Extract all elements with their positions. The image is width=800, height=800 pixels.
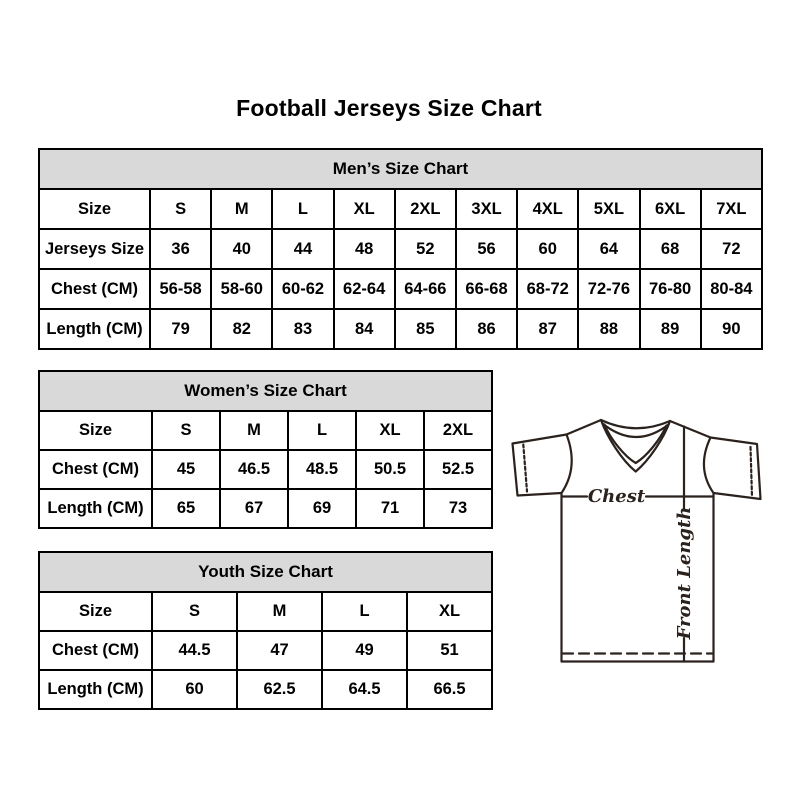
cell-value: M bbox=[211, 189, 272, 229]
left-armhole-seam bbox=[562, 435, 572, 494]
cell-value: 84 bbox=[334, 309, 395, 349]
table-row bbox=[39, 592, 492, 631]
jersey-body-outline bbox=[513, 420, 761, 662]
cell-value: 66-68 bbox=[456, 269, 517, 309]
cell-value: 82 bbox=[211, 309, 272, 349]
right-armhole-seam bbox=[704, 438, 714, 494]
cell-value: 4XL bbox=[517, 189, 578, 229]
right-cuff-dashed-line bbox=[751, 447, 753, 497]
cell-value: L bbox=[272, 189, 333, 229]
table-row bbox=[39, 309, 762, 349]
cell-value: S bbox=[152, 411, 220, 450]
cell-value: 6XL bbox=[640, 189, 701, 229]
cell-value: L bbox=[288, 411, 356, 450]
women-table-title: Women’s Size Chart bbox=[39, 371, 492, 411]
cell-value: 44 bbox=[272, 229, 333, 269]
cell-value: 80-84 bbox=[701, 269, 762, 309]
cell-value: 72 bbox=[701, 229, 762, 269]
table-row bbox=[39, 631, 492, 670]
cell-value: 86 bbox=[456, 309, 517, 349]
cell-value: 44.5 bbox=[152, 631, 237, 670]
cell-value: 60 bbox=[152, 670, 237, 709]
cell-value: 36 bbox=[150, 229, 211, 269]
table-row bbox=[39, 450, 492, 489]
cell-value: M bbox=[237, 592, 322, 631]
cell-value: 73 bbox=[424, 489, 492, 528]
front-length-label: Front Length bbox=[674, 506, 695, 640]
cell-value: 60-62 bbox=[272, 269, 333, 309]
row-label: Size bbox=[39, 189, 150, 229]
chest-label: Chest bbox=[587, 486, 646, 507]
cell-value: 79 bbox=[150, 309, 211, 349]
row-label: Length (CM) bbox=[39, 670, 152, 709]
table-row bbox=[39, 670, 492, 709]
row-label: Length (CM) bbox=[39, 309, 150, 349]
cell-value: 64 bbox=[578, 229, 639, 269]
cell-value: 51 bbox=[407, 631, 492, 670]
row-label: Size bbox=[39, 411, 152, 450]
row-label: Length (CM) bbox=[39, 489, 152, 528]
cell-value: 2XL bbox=[395, 189, 456, 229]
table-row bbox=[39, 189, 762, 229]
cell-value: 52 bbox=[395, 229, 456, 269]
cell-value: 89 bbox=[640, 309, 701, 349]
row-label: Chest (CM) bbox=[39, 450, 152, 489]
left-cuff-dashed-line bbox=[523, 445, 527, 492]
row-label: Jerseys Size bbox=[39, 229, 150, 269]
cell-value: 62-64 bbox=[334, 269, 395, 309]
cell-value: 87 bbox=[517, 309, 578, 349]
cell-value: 83 bbox=[272, 309, 333, 349]
cell-value: S bbox=[152, 592, 237, 631]
cell-value: 85 bbox=[395, 309, 456, 349]
cell-value: 90 bbox=[701, 309, 762, 349]
row-label: Chest (CM) bbox=[39, 631, 152, 670]
row-label: Size bbox=[39, 592, 152, 631]
table-row bbox=[39, 229, 762, 269]
cell-value: 72-76 bbox=[578, 269, 639, 309]
cell-value: 68-72 bbox=[517, 269, 578, 309]
cell-value: 40 bbox=[211, 229, 272, 269]
women-table-header-row bbox=[39, 371, 492, 411]
cell-value: 48.5 bbox=[288, 450, 356, 489]
cell-value: 88 bbox=[578, 309, 639, 349]
cell-value: 3XL bbox=[456, 189, 517, 229]
cell-value: XL bbox=[407, 592, 492, 631]
cell-value: 45 bbox=[152, 450, 220, 489]
cell-value: 52.5 bbox=[424, 450, 492, 489]
table-row bbox=[39, 411, 492, 450]
cell-value: 60 bbox=[517, 229, 578, 269]
page-title: Football Jerseys Size Chart bbox=[236, 95, 542, 121]
cell-value: 56-58 bbox=[150, 269, 211, 309]
cell-value: 66.5 bbox=[407, 670, 492, 709]
youth-size-table bbox=[38, 551, 493, 710]
table-row bbox=[39, 489, 492, 528]
cell-value: S bbox=[150, 189, 211, 229]
cell-value: XL bbox=[356, 411, 424, 450]
cell-value: 5XL bbox=[578, 189, 639, 229]
youth-table-header-row bbox=[39, 552, 492, 592]
cell-value: 76-80 bbox=[640, 269, 701, 309]
cell-value: 50.5 bbox=[356, 450, 424, 489]
row-label: Chest (CM) bbox=[39, 269, 150, 309]
mens-size-table bbox=[38, 148, 763, 350]
cell-value: M bbox=[220, 411, 288, 450]
jersey-outline-drawing bbox=[500, 400, 780, 680]
cell-value: 69 bbox=[288, 489, 356, 528]
table-row bbox=[39, 269, 762, 309]
cell-value: 67 bbox=[220, 489, 288, 528]
cell-value: 56 bbox=[456, 229, 517, 269]
cell-value: 64-66 bbox=[395, 269, 456, 309]
cell-value: 65 bbox=[152, 489, 220, 528]
cell-value: 2XL bbox=[424, 411, 492, 450]
cell-value: 46.5 bbox=[220, 450, 288, 489]
cell-value: 68 bbox=[640, 229, 701, 269]
cell-value: 7XL bbox=[701, 189, 762, 229]
cell-value: 62.5 bbox=[237, 670, 322, 709]
cell-value: XL bbox=[334, 189, 395, 229]
jersey-measurement-diagram bbox=[500, 400, 780, 680]
collar-back-arc-outer bbox=[601, 420, 670, 428]
cell-value: 48 bbox=[334, 229, 395, 269]
men-table-header-row bbox=[39, 149, 762, 189]
cell-value: L bbox=[322, 592, 407, 631]
cell-value: 47 bbox=[237, 631, 322, 670]
womens-size-table bbox=[38, 370, 493, 529]
cell-value: 49 bbox=[322, 631, 407, 670]
men-table-title: Men’s Size Chart bbox=[39, 149, 762, 189]
cell-value: 64.5 bbox=[322, 670, 407, 709]
cell-value: 71 bbox=[356, 489, 424, 528]
cell-value: 58-60 bbox=[211, 269, 272, 309]
youth-table-title: Youth Size Chart bbox=[39, 552, 492, 592]
